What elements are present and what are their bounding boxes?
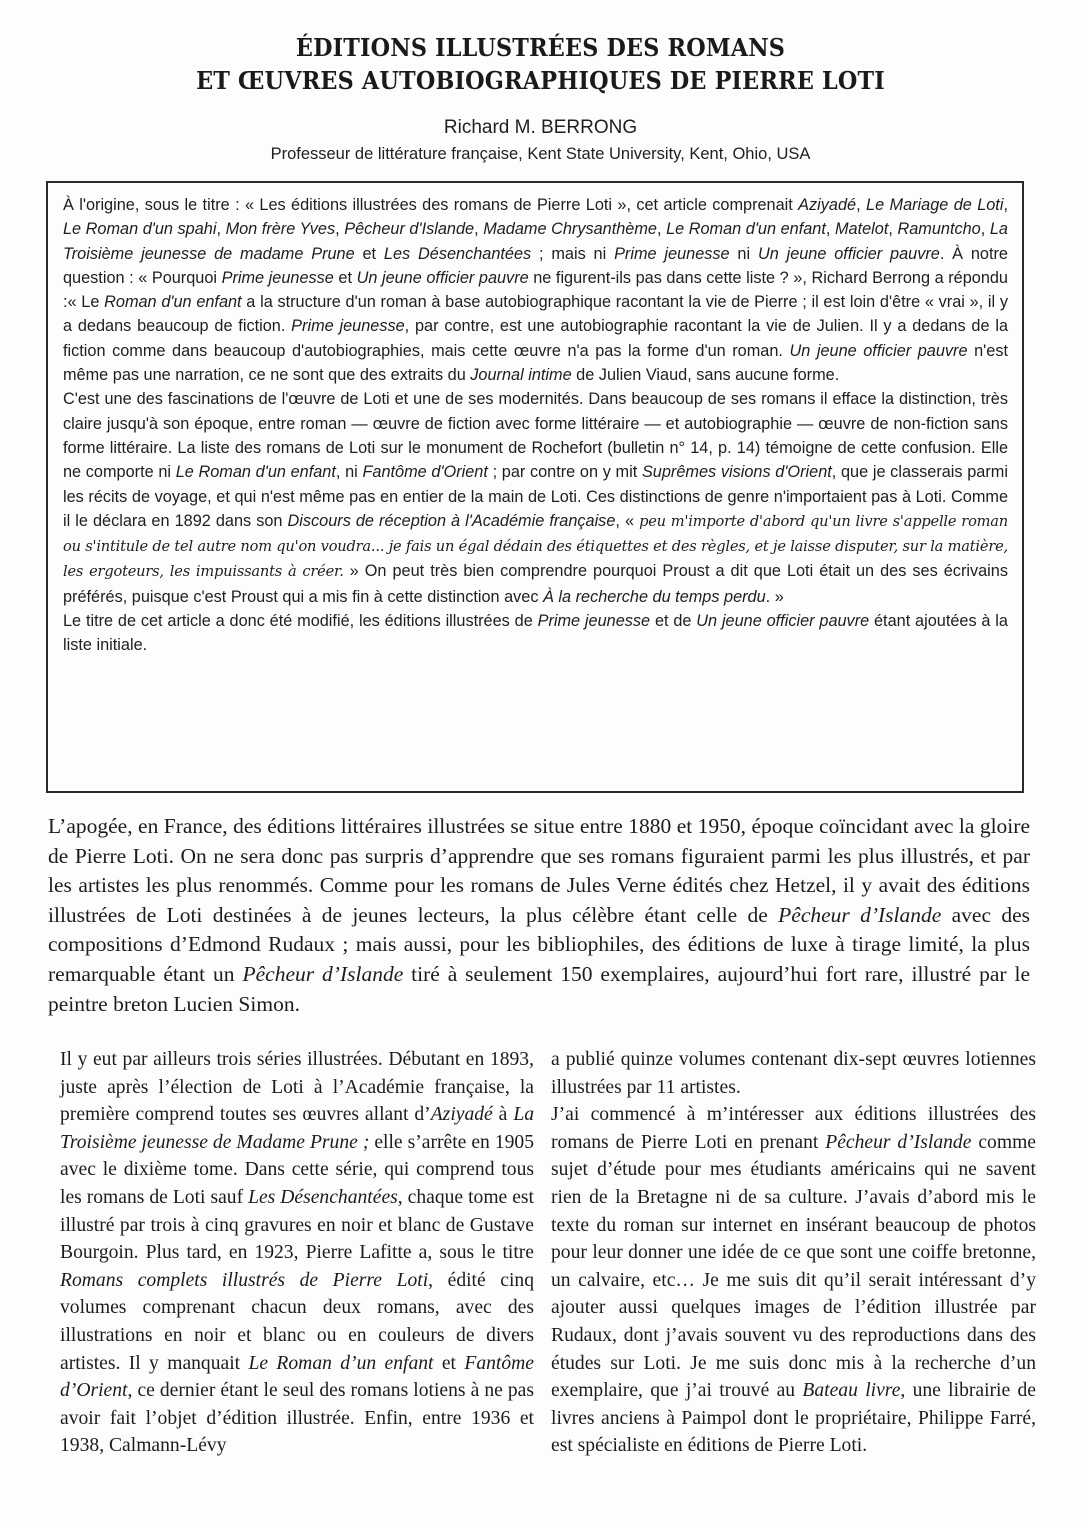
text-run: , chaque tome est illustré par trois à cinq gravures en noir et blanc de Gustave Bourgoin. Plus tard, en 1923, Pierre Lafitte a, sous le titre xyxy=(60,1186,534,1264)
text-run: ne figurent-ils pas dans cette liste ? », Richard Berrong a répondu :« Le xyxy=(63,268,1008,312)
text-run: ; mais ni xyxy=(531,244,615,263)
text-run: , xyxy=(335,220,345,239)
text-run: et xyxy=(433,1352,465,1374)
italic-title: Le Roman d'un enfant xyxy=(666,220,826,239)
text-run: J’ai commencé à m’intéresser aux éditions illustrées des romans de Pierre Loti en prenant xyxy=(551,1104,1036,1153)
author-name: Richard M. BERRONG xyxy=(443,117,638,138)
italic-title: Matelot xyxy=(834,220,889,239)
italic-title: Le Roman d'un enfant xyxy=(175,463,336,482)
text-run: étant ajoutées à la liste initiale. xyxy=(63,612,1008,655)
text-run: a publié quinze volumes contenant dix-sept œuvres lotiennes illustrées par 11 artistes. xyxy=(551,1049,1036,1098)
italic-title: Le Roman d'un spahi xyxy=(63,220,217,239)
italic-title: Roman d'un enfant xyxy=(104,293,242,312)
right-column xyxy=(551,1046,1036,1460)
text-run: Le titre de cet article a donc été modifié, les éditions illustrées de xyxy=(63,612,538,631)
italic-title: Discours de réception à l'Académie française xyxy=(287,511,616,530)
text-run: L’apogée, en France, des éditions littéraires illustrées se situe entre 1880 et 1950, époque coïncidant avec la gloire de Pierre Loti. On ne sera donc pas surpris d’apprendre que ses romans figuraient parmi les plus illustrés, et par les artistes les plus renommés. Comme pour les romans de Jules Verne édités chez Hetzel, il y avait des éditions illustrées de Loti destinées à de jeunes lecteurs, la plus célèbre étant celle de xyxy=(48,814,1030,927)
italic-title: Les Désenchantées xyxy=(248,1186,398,1208)
text-run: , édité cinq volumes comprenant chacun deux romans, avec des illustrations en noir et blanc ou en couleurs de divers artistes. Il y manquait xyxy=(60,1269,534,1374)
quoted-text: peu m'importe d'abord qu'un livre s'appelle roman ou s'intitule de tel autre nom qu'on voudra... je fais un égal dédain des étiquettes et des règles, et je laisse disputer, sur la matière, les ergoteurs, les impuissants à créer. xyxy=(63,512,1008,581)
italic-title: Un jeune officier pauvre xyxy=(356,268,529,287)
italic-title: Prime jeunesse xyxy=(537,612,651,631)
italic-title: Madame Chrysanthème xyxy=(483,220,657,239)
body-paragraph xyxy=(551,1101,1036,1460)
italic-title: Journal intime xyxy=(470,366,572,385)
text-run: , xyxy=(856,196,867,214)
italic-title: Pêcheur d’Islande xyxy=(825,1131,972,1153)
text-run: à xyxy=(492,1104,514,1126)
italic-title: Pêcheur d’Islande xyxy=(242,961,404,986)
body-paragraph xyxy=(48,812,1030,1019)
italic-title: Ramuntcho xyxy=(897,220,981,239)
text-run: , que je classerais parmi les récits de voyage, et qui n'est même pas en entier de la main de Loti. Ces distinctions de genre n'importaient pas à Loti. Comme il le déclara en 1892 dans son xyxy=(63,463,1008,530)
note-paragraph xyxy=(63,193,1008,387)
text-run: de Julien Viaud, sans aucune forme. xyxy=(571,366,840,385)
text-run: comme sujet d’étude pour mes étudiants américains qui ne savent rien de la Bretagne ni de sa culture. J’avais d’abord mis le texte du roman sur internet en insérant beaucoup de photos pour leur donner une idée de ce que sont une coiffe bretonne, un calvaire, etc… Je me suis dit qu’il serait intéressant d’y ajouter aussi quelques images de l’édition illustrée par Rudaux, dont j’avais souvent vu des reproductions dans des études sur Loti. Je me suis donc mis à la recherche d’un exemplaire, que j’ai trouvé au xyxy=(551,1131,1037,1402)
italic-title: Un jeune officier pauvre xyxy=(757,244,940,263)
text-run: , xyxy=(216,220,226,239)
text-run: ni xyxy=(729,244,758,263)
italic-title: Le Roman d’un enfant xyxy=(248,1352,434,1374)
text-run: , xyxy=(888,220,898,239)
italic-title: Le Mariage de Loti xyxy=(866,196,1004,214)
note-paragraph xyxy=(63,609,1008,658)
italic-title: Bateau livre xyxy=(802,1380,901,1402)
body-paragraph xyxy=(551,1046,1036,1101)
body-paragraph xyxy=(60,1046,534,1460)
article-title-line-1: ÉDITIONS ILLUSTRÉES DES ROMANS xyxy=(295,33,786,62)
text-run: , xyxy=(474,220,484,239)
text-run: et de xyxy=(650,612,697,631)
text-run: elle s’arrête en 1905 avec le dixième tome. Dans cette série, qui comprend tous les romans de Loti sauf xyxy=(60,1131,534,1208)
italic-title: Aziyadé xyxy=(798,196,857,214)
italic-title: Prime jeunesse xyxy=(221,268,334,287)
author-affiliation: Professeur de littérature française, Kent State University, Kent, Ohio, USA xyxy=(270,145,811,163)
italic-title: Pêcheur d’Islande xyxy=(778,902,942,927)
italic-title: À la recherche du temps perdu xyxy=(543,587,766,606)
text-run: » On peut très bien comprendre pourquoi Proust a dit que Loti était un des ses écrivains préférés, puisque c'est Proust qui a mis fin à cette distinction avec xyxy=(63,562,1008,606)
italic-title: Pêcheur d'Islande xyxy=(344,220,475,239)
italic-title: Romans complets illustrés de Pierre Loti xyxy=(60,1269,429,1291)
italic-title: Fantôme d’Orient xyxy=(60,1352,535,1402)
italic-title: Fantôme d'Orient xyxy=(362,463,488,482)
italic-title: Un jeune officier pauvre xyxy=(696,612,870,631)
italic-title: Mon frère Yves xyxy=(225,220,336,239)
italic-title: Prime jeunesse xyxy=(614,244,730,263)
text-run: Il y eut par ailleurs trois séries illustrées. Débutant en 1893, juste après l’élection de Loti à l’Académie française, la première comprend toutes ses œuvres allant d’ xyxy=(60,1049,534,1126)
text-run: et xyxy=(354,244,384,263)
left-column xyxy=(60,1046,534,1460)
article-title-line-2: ET ŒUVRES AUTOBIOGRAPHIQUES DE PIERRE LOTI xyxy=(196,66,885,95)
text-run: , une librairie de livres anciens à Paimpol dont le propriétaire, Philippe Farré, est spécialiste en éditions de Pierre Loti. xyxy=(551,1380,1036,1457)
italic-title: La Troisième jeunesse de Madame Prune ; xyxy=(60,1104,535,1153)
text-run: n'est même pas une narration, ce ne sont que des extraits du xyxy=(63,341,1008,385)
italic-title: Aziyadé xyxy=(430,1104,493,1126)
text-run: . » xyxy=(765,587,784,606)
italic-title: La Troisième jeunesse de madame Prune xyxy=(63,220,1008,263)
text-run: avec des compositions d’Edmond Rudaux ; mais aussi, pour les bibliophiles, des éditions de luxe à tirage limité, la plus remarquable étant un xyxy=(48,902,1030,986)
italic-title: Les Désenchantées xyxy=(383,244,532,263)
italic-title: Suprêmes visions d'Orient xyxy=(641,463,832,482)
text-run: a la structure d'un roman à base autobiographique racontant la vie de Pierre ; il est loin d'être « vrai », il y a dedans beaucoup de fiction. xyxy=(63,293,1008,336)
text-run: , par contre, est une autobiographie racontant la vie de Julien. Il y a dedans de la fiction comme dans beaucoup d'autobiographies, mais cette œuvre n'a pas la forme d'un roman. xyxy=(63,317,1009,360)
italic-title: Prime jeunesse xyxy=(291,317,405,336)
note-paragraph xyxy=(63,387,1008,609)
text-run: , « xyxy=(615,511,640,530)
intro-paragraph xyxy=(48,812,1030,1019)
text-run: ; par contre on y mit xyxy=(487,463,642,482)
text-run: , xyxy=(825,220,835,239)
text-run: C'est une des fascinations de l'œuvre de Loti et une de ses modernités. Dans beaucoup de ses romans il efface la distinction, très claire jusqu'à son époque, entre roman — œuvre de fiction avec forme littéraire — et autobiographie — œuvre de non-fiction sans forme littéraire. La liste des romans de Loti sur le monument de Rochefort (bulletin n° 14, p. 14) témoigne de cette confusion. Elle ne comporte ni xyxy=(63,390,1008,482)
text-run: . À notre question : « Pourquoi xyxy=(63,244,1008,287)
text-run: , xyxy=(656,220,667,239)
text-run: , ce dernier étant le seul des romans lotiens à ne pas avoir fait l’objet d’édition illustrée. Enfin, entre 1936 et 1938, Calmann-Lévy xyxy=(60,1380,534,1457)
text-run: et xyxy=(333,268,357,287)
text-run: tiré à seulement 150 exemplaires, aujourd’hui fort rare, illustré par le peintre breton Lucien Simon. xyxy=(48,961,1030,1016)
text-run: , ni xyxy=(335,463,363,482)
italic-title: Un jeune officier pauvre xyxy=(789,341,968,360)
editorial-note-box xyxy=(46,181,1024,793)
text-run: , xyxy=(1003,196,1008,214)
text-run: À l'origine, sous le titre : « Les éditions illustrées des romans de Pierre Loti », cet article comprenait xyxy=(63,196,799,214)
text-run: , xyxy=(980,220,990,239)
